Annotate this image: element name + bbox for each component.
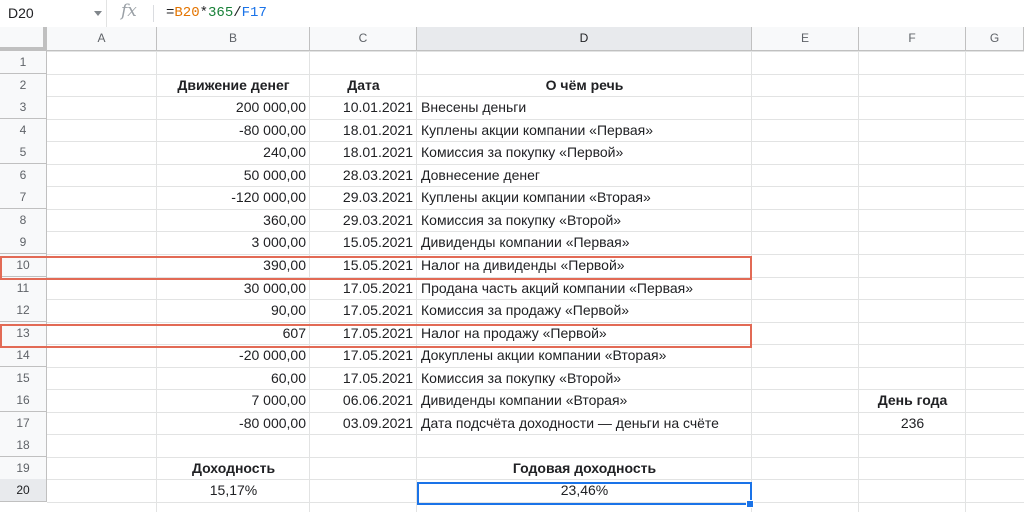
cell-description[interactable]: Довнесение денег <box>421 166 540 183</box>
column-header-g[interactable]: G <box>966 27 1024 51</box>
cell-amount[interactable]: 90,00 <box>270 302 306 319</box>
cell-date[interactable]: 29.03.2021 <box>342 211 413 228</box>
header-description: О чём речь <box>545 76 624 93</box>
cell-date[interactable]: 15.05.2021 <box>342 257 413 273</box>
cell-amount[interactable]: 7 000,00 <box>251 392 306 409</box>
formula-number: 365 <box>208 5 234 21</box>
fill-handle[interactable] <box>746 500 754 508</box>
column-header-e[interactable]: E <box>752 27 859 51</box>
header-date: Дата <box>347 76 380 93</box>
name-box[interactable] <box>0 0 107 27</box>
cell-date[interactable]: 06.06.2021 <box>342 392 413 409</box>
row-header-12[interactable]: 12 <box>0 299 47 322</box>
cell-amount[interactable]: -20 000,00 <box>239 347 306 364</box>
column-header-a[interactable]: A <box>47 27 157 51</box>
cell-amount[interactable]: 390,00 <box>263 257 306 273</box>
row-header-3[interactable]: 3 <box>0 96 47 119</box>
row-header-6[interactable]: 6 <box>0 164 47 187</box>
cell-date[interactable]: 18.01.2021 <box>342 144 413 161</box>
formula-eq: = <box>166 5 175 21</box>
grid-line-horizontal <box>47 51 1024 52</box>
cell-description[interactable]: Куплены акции компании «Первая» <box>421 121 654 138</box>
column-header-f[interactable]: F <box>859 27 966 51</box>
cell-date[interactable]: 17.05.2021 <box>342 347 413 364</box>
grid-line-vertical <box>965 51 966 512</box>
cell-description[interactable]: Налог на дивиденды «Первой» <box>421 257 625 273</box>
cell-description[interactable]: Внесены деньги <box>421 99 527 116</box>
row-header-8[interactable]: 8 <box>0 209 47 232</box>
cell-description[interactable]: Докуплены акции компании «Вторая» <box>421 347 667 364</box>
active-cell-selection[interactable] <box>417 482 752 505</box>
row-header-14[interactable]: 14 <box>0 344 47 367</box>
day-of-year-label: День года <box>877 392 948 409</box>
cell-description[interactable]: Комиссия за покупку «Второй» <box>421 211 622 228</box>
cell-description[interactable]: Налог на продажу «Первой» <box>421 324 607 341</box>
row-header-13[interactable]: 13 <box>0 322 47 345</box>
row-header-2[interactable]: 2 <box>0 74 47 97</box>
formula-op-multiply: * <box>199 5 209 21</box>
row-header-1[interactable]: 1 <box>0 51 47 74</box>
cell-amount[interactable]: 3 000,00 <box>251 234 306 251</box>
cell-description[interactable]: Комиссия за покупку «Первой» <box>421 144 624 161</box>
row-header-10[interactable]: 10 <box>0 254 47 277</box>
grid-line-horizontal <box>47 434 1024 435</box>
formula-input[interactable] <box>166 5 267 21</box>
cell-amount[interactable]: -80 000,00 <box>239 414 306 431</box>
row-header-16[interactable]: 16 <box>0 389 47 412</box>
cell-date[interactable]: 10.01.2021 <box>342 99 413 116</box>
cell-date[interactable]: 17.05.2021 <box>342 302 413 319</box>
cell-description[interactable]: Дивиденды компании «Вторая» <box>421 392 628 409</box>
column-header-d[interactable]: D <box>417 27 752 51</box>
annual-yield-value[interactable]: 23,46% <box>560 482 609 499</box>
cell-description[interactable]: Комиссия за продажу «Первой» <box>421 302 630 319</box>
row-header-18[interactable]: 18 <box>0 434 47 457</box>
formula-separator <box>153 5 154 22</box>
cell-date[interactable]: 17.05.2021 <box>342 369 413 386</box>
cell-description[interactable]: Дивиденды компании «Первая» <box>421 234 630 251</box>
cell-amount[interactable]: 240,00 <box>263 144 306 161</box>
cell-description[interactable]: Продана часть акций компании «Первая» <box>421 279 694 296</box>
row-header-19[interactable]: 19 <box>0 457 47 480</box>
header-cash-flow: Движение денег <box>177 76 290 93</box>
row-header-17[interactable]: 17 <box>0 412 47 435</box>
yield-value[interactable]: 15,17% <box>209 482 258 499</box>
cell-date[interactable]: 18.01.2021 <box>342 121 413 138</box>
cell-date[interactable]: 17.05.2021 <box>342 279 413 296</box>
formula-ref-b20: B20 <box>174 5 200 21</box>
cell-description[interactable]: Комиссия за покупку «Второй» <box>421 369 622 386</box>
cell-date[interactable]: 17.05.2021 <box>342 324 413 341</box>
row-header-20[interactable]: 20 <box>0 479 47 502</box>
row-header-5[interactable]: 5 <box>0 141 47 164</box>
row-header-15[interactable]: 15 <box>0 367 47 390</box>
column-header-b[interactable]: B <box>157 27 310 51</box>
cell-description[interactable]: Куплены акции компании «Вторая» <box>421 189 651 206</box>
row-header-7[interactable]: 7 <box>0 186 47 209</box>
chevron-down-icon[interactable] <box>94 11 102 16</box>
column-header-c[interactable]: C <box>310 27 417 51</box>
row-header-4[interactable]: 4 <box>0 119 47 142</box>
cell-amount[interactable]: -120 000,00 <box>231 189 306 206</box>
cell-date[interactable]: 15.05.2021 <box>342 234 413 251</box>
cell-amount[interactable]: -80 000,00 <box>239 121 306 138</box>
fx-icon: fx <box>121 1 137 21</box>
highlight-row-13 <box>0 324 752 348</box>
formula-op-divide: / <box>233 5 242 21</box>
cell-date[interactable]: 29.03.2021 <box>342 189 413 206</box>
cell-description[interactable]: Дата подсчёта доходности — деньги на счёте <box>421 414 719 431</box>
cell-amount[interactable]: 360,00 <box>263 211 306 228</box>
formula-ref-f17: F17 <box>241 5 267 21</box>
name-box-value: D20 <box>8 5 34 21</box>
cell-amount[interactable]: 50 000,00 <box>243 166 306 183</box>
day-of-year-value[interactable]: 236 <box>900 414 925 431</box>
cell-amount[interactable]: 200 000,00 <box>235 99 306 116</box>
cell-date[interactable]: 03.09.2021 <box>342 414 413 431</box>
formula-bar <box>0 0 1024 28</box>
cell-date[interactable]: 28.03.2021 <box>342 166 413 183</box>
annual-yield-label: Годовая доходность <box>512 459 657 476</box>
select-all-corner[interactable] <box>0 27 47 51</box>
row-header-9[interactable]: 9 <box>0 231 47 254</box>
cell-amount[interactable]: 607 <box>282 324 306 341</box>
row-header-11[interactable]: 11 <box>0 277 47 300</box>
cell-amount[interactable]: 60,00 <box>270 369 306 386</box>
yield-label: Доходность <box>191 459 276 476</box>
cell-amount[interactable]: 30 000,00 <box>243 279 306 296</box>
highlight-row-10 <box>0 256 752 280</box>
